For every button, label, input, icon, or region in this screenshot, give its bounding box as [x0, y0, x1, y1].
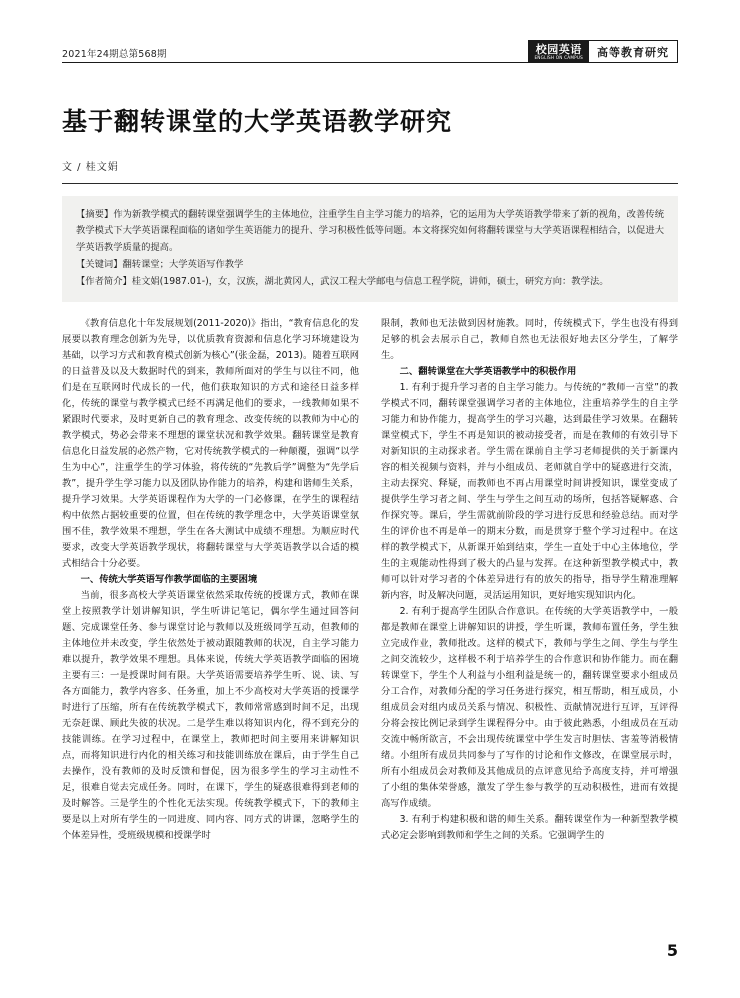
journal-logo-cn: 校园英语 — [535, 42, 582, 56]
column-left — [62, 316, 359, 843]
body-columns — [62, 316, 678, 843]
paragraph: 2. 有利于提高学生团队合作意识。在传统的大学英语教学中，一般都是教师在课堂上讲解知识的讲授，学生听课，教师布置任务，学生独立完成作业，教师批改。这样的模式下，教师与学生之间、学生与学生之间交流较少，这样极不利于培养学生的合作意识和协作能力。而在翻转课堂下，学生个人利益与小组利益是统一的，翻转课堂要求小组成员分工合作，对教师分配的学习任务进行探究，相互帮助，相互成员，小组成员会对组内成员关系与情况、积极性、贡献情况进行互评，互评得分将会按比例记录到学生课程得分中。由于彼此熟悉，小组成员在互动交流中畅所欲言，不会出现传统课堂中学生发言时胆怯、害羞等消极情绪。小组所有成员共同参与了写作的讨论和作文修改，在课堂展示时，所有小组成员会对教师及其他成员的点评意见给予高度支持，并可增强了小组的集体荣誉感，激发了学生参与教学的互动积极性，进而有效提高写作成绩。 — [381, 606, 678, 809]
heading-section-1: 一、传统大学英语写作教学面临的主要困境 — [80, 574, 258, 586]
abstract-text: 【摘要】作为新教学模式的翻转课堂强调学生的主体地位，注重学生自主学习能力的培养，它的运用为大学英语教学带来了新的视角，改善传统教学模式下大学英语课程面临的诸如学生英语能力的提升、学习积极性低等问题。本文将探究如何将翻转课堂与大学英语课程相结合，以促进大学英语教学质量的提高。 — [76, 209, 664, 253]
paragraph: 《教育信息化十年发展规划(2011-2020)》指出，“教育信息化的发展要以教育理念创新为先导，以优质教育资源和信息化学习环境建设为基础，以学习方式和教育模式创新为核心”(张金磊，2013)。随着互联网的日益普及以及大数据时代的到来，教师所面对的学生与以往不同，他们是在互联网时代成长的一代，他们获取知识的方式和途径日益多样化，传统的课堂与教学模式已经不再满足他们的要求，一线教师如果不紧跟时代要求，及时更新自己的教育理念、改变传统的以教师为中心的教学模式，势必会带来不理想的课堂状况和教学效果。翻转课堂是教育信息化日益发展的必然产物，它对传统教学模式的一种颠覆，强调“以学生为中心”，注重学生的学习体验，将传统的“先教后学”调整为“先学后教”，提升学生学习能力以及团队协作能力的培养，构建和谐师生关系，提升学习效果。大学英语课程作为大学的一门必修课，在学生的课程结构中依然占据较重要的位置，但在传统的教学理念中，大学英语课堂氛围不佳，教学效果不理想，学生在各大测试中成绩不理想。为顺应时代要求，改变大学英语教学现状，将翻转课堂与大学英语教学以合适的模式相结合十分必要。 — [62, 318, 359, 570]
title-divider — [62, 183, 678, 184]
page-title: 基于翻转课堂的大学英语教学研究 — [62, 107, 453, 136]
section-label: 高等教育研究 — [589, 40, 678, 63]
byline: 文 / 桂文娟 — [62, 162, 119, 173]
page-number: 5 — [666, 941, 678, 960]
journal-badge — [528, 40, 678, 63]
issue-line: 2021年24期总第568期 — [62, 49, 167, 60]
paragraph: 3. 有利于构建积极和谐的师生关系。翻转课堂作为一种新型教学模式必定会影响到教师和学生之间的关系。它强调学生的 — [381, 813, 678, 841]
journal-logo-en: ENGLISH ON CAMPUS — [534, 55, 583, 61]
paragraph: 当前，很多高校大学英语课堂依然采取传统的授课方式，教师在课堂上按照教学计划讲解知识，学生听讲记笔记，偶尔学生通过回答问题、完成课堂任务、参与课堂讨论与教师以及班级同学互动，但教师的主体地位并未改变，学生依然处于被动跟随教师的状况，自主学习能力难以提升，教学效果不理想。具体来说，传统大学英语教学面临的困境主要有三：一是授课时间有限。大学英语需要培养学生听、说、读、写各方面能力，教学内容多、任务重，加上不少高校对大学英语的授课学时进行了压缩，所有在传统教学模式下，教师常常感到时间不足，出现无奈赶课、顾此失彼的状况。二是学生难以将知识内化，得不到充分的技能训练。在学习过程中，在课堂上，教师把时间主要用来讲解知识点，而将知识进行内化的相关练习和技能训练放在课后，由于学生自己去操作，没有教师的及时反馈和督促，因为很多学生的学习主动性不足，很难自觉去完成任务。同时，在课下，学生的疑惑很难得到老师的及时解答。三是学生的个性化无法实现。传统教学模式下，下的教师主要是以上对所有学生的一同进度、同内容、同方式的讲课，忽略学生的个体差异性，受班级规模和授课学时 — [62, 590, 359, 841]
page-header — [62, 40, 678, 74]
paragraph-continued: 限制，教师也无法做到因材施教。同时，传统模式下，学生也没有得到足够的机会去展示自己，教师自然也无法很好地去区分学生，了解学生。 — [381, 318, 678, 362]
column-right — [381, 316, 678, 843]
page-content — [62, 40, 678, 960]
journal-logo — [528, 40, 589, 63]
paragraph: 1. 有利于提升学习者的自主学习能力。与传统的“教师一言堂”的教学模式不同，翻转课堂强调学习者的主体地位，注重培养学生的自主学习能力和协作能力，提高学生的学习兴趣，达到最佳学习效果。在翻转课堂模式下，学生不再是知识的被动接受者，而是在教师的有效引导下对新知识的主动探求者。学生需在课前自主学习老师提供的关于新课内容的相关视频与资料，并与小组成员、老师就自学中的疑惑进行交流，主动去探究、释疑，而教师也不再占用课堂时间讲授知识，课堂变成了提供学生学习者之间、学生与学生之间互动的场所，包括答疑解惑、合作探究等。课后，学生需就前阶段的学习进行反思和经验总结。而对学生的评价也不再是单一的期末分数，而是贯穿于整个学习过程中。在这样的教学模式下，从新课开始到结束，学生一直处于中心主体地位，学生的主观能动性得到了极大的凸显与发挥。在这种新型教学模式中，教师可以针对学习者的个体差异进行有的放矢的指导，指导学生精准理解新内容，时及解决问题，灵活运用知识，更好地实现知识内化。 — [381, 382, 678, 602]
author-note-text: 【作者简介】桂文娟(1987.01-)，女，汉族，湖北黄冈人，武汉工程大学邮电与信息工程学院，讲师，硕士，研究方向：教学法。 — [76, 276, 609, 288]
keywords-text: 【关键词】翻转课堂；大学英语写作教学 — [76, 258, 244, 270]
abstract-box — [62, 196, 678, 302]
heading-section-2: 二、翻转课堂在大学英语教学中的积极作用 — [399, 366, 577, 378]
